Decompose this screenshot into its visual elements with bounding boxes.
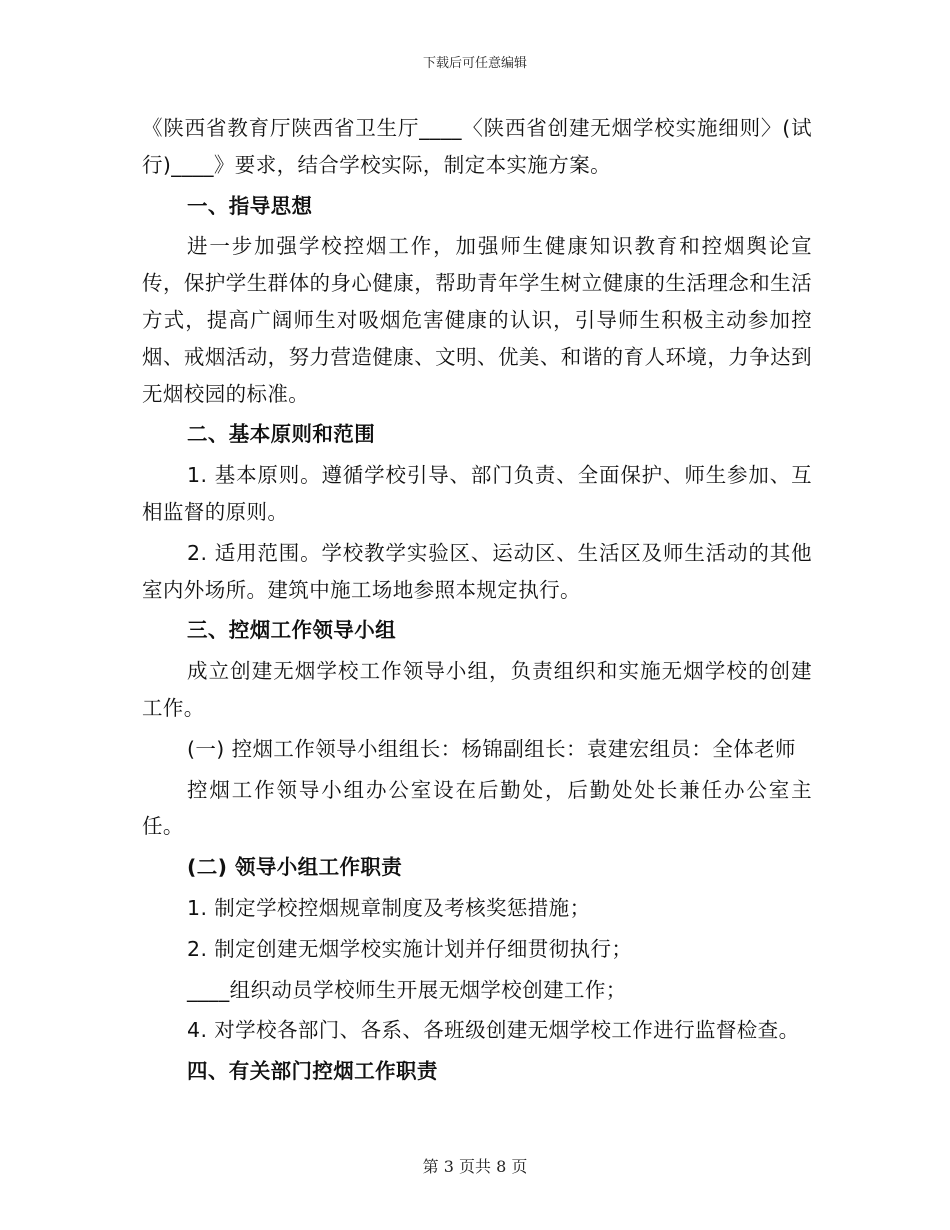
page-header: 下载后可任意编辑 [422, 56, 527, 71]
document-body [142, 110, 812, 1090]
list-item: ____组织动员学校师生开展无烟学校创建工作； [187, 977, 627, 1002]
list-item: 4. 对学校各部门、各系、各班级创建无烟学校工作进行监督检查。 [187, 1018, 800, 1043]
section-heading: 四、有关部门控烟工作职责 [187, 1059, 438, 1084]
paragraph: (一) 控烟工作领导小组组长：杨锦副组长：袁建宏组员：全体老师 [187, 736, 796, 761]
paragraph: 《陕西省教育厅陕西省卫生厅____〈陕西省创建无烟学校实施细则〉(试行)____》要求，结合学校实际，制定本实施方案。 [142, 116, 812, 177]
page-footer: 第 3 页共 8 页 [422, 1157, 528, 1176]
paragraph: 1. 基本原则。遵循学校引导、部门负责、全面保护、师生参加、互相监督的原则。 [142, 463, 812, 524]
paragraph: 2. 适用范围。学校教学实验区、运动区、生活区及师生活动的其他室内外场所。建筑中施工场地参照本规定执行。 [142, 540, 812, 602]
list-item: 2. 制定创建无烟学校实施计划并仔细贯彻执行； [187, 936, 633, 961]
section-heading: 一、指导思想 [187, 193, 313, 218]
paragraph: 进一步加强学校控烟工作，加强师生健康知识教育和控烟舆论宣传，保护学生群体的身心健康，帮助青年学生树立健康的生活理念和生活方式，提高广阔师生对吸烟危害健康的认识，引导师生积极主动参加控烟、戒烟活动，努力营造健康、文明、优美、和谐的育人环境，力争达到无烟校园的标准。 [142, 234, 812, 406]
section-heading: 二、基本原则和范围 [187, 422, 376, 447]
paragraph: 控烟工作领导小组办公室设在后勤处，后勤处处长兼任办公室主任。 [142, 777, 812, 839]
section-heading: 三、控烟工作领导小组 [187, 618, 396, 643]
section-heading: (二) 领导小组工作职责 [187, 855, 403, 880]
list-item: 1. 制定学校控烟规章制度及考核奖惩措施； [187, 895, 591, 920]
paragraph: 成立创建无烟学校工作领导小组，负责组织和实施无烟学校的创建工作。 [142, 659, 812, 720]
